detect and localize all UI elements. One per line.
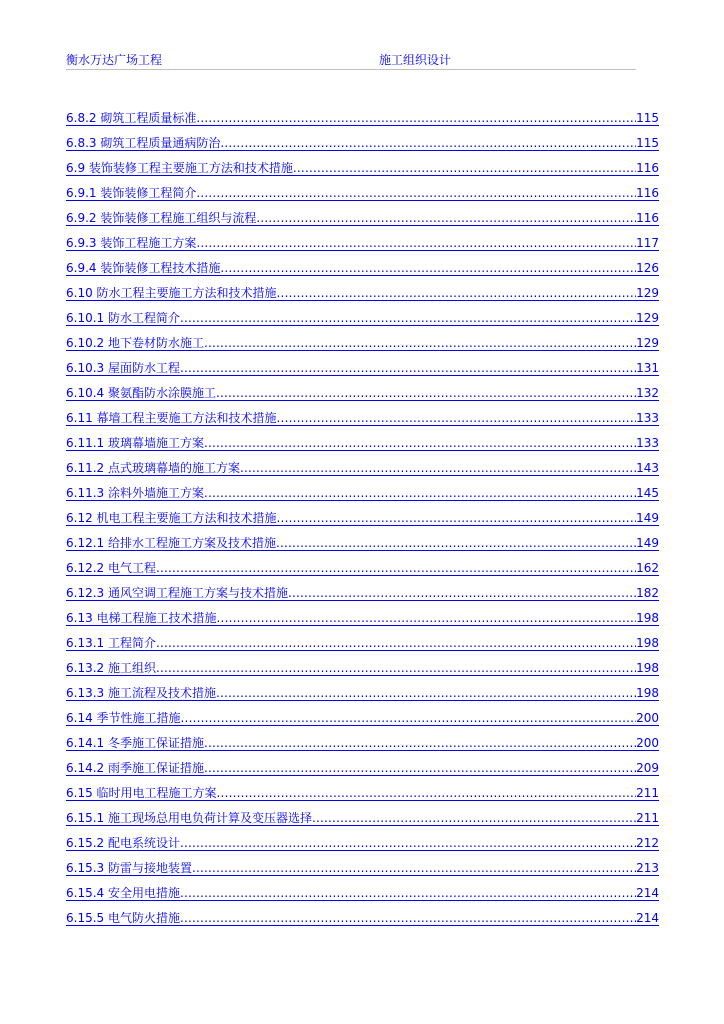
toc-dot-leader bbox=[196, 186, 636, 201]
toc-entry[interactable] bbox=[66, 361, 659, 386]
page-header bbox=[66, 53, 636, 70]
toc-entry-page-number[interactable]: 129 bbox=[636, 311, 659, 325]
toc-entry[interactable] bbox=[66, 886, 659, 911]
toc-entry-page-number[interactable]: 162 bbox=[636, 561, 659, 575]
toc-entry-title[interactable]: 6.9.3 装饰工程施工方案 bbox=[66, 236, 197, 250]
toc-entry-page-number[interactable]: 115 bbox=[636, 111, 659, 125]
toc-entry[interactable] bbox=[66, 861, 659, 886]
toc-entry[interactable] bbox=[66, 511, 659, 536]
toc-dot-leader bbox=[156, 636, 636, 651]
toc-entry-title[interactable]: 6.9.4 装饰装修工程技术措施 bbox=[66, 261, 221, 275]
toc-entry-page-number[interactable]: 133 bbox=[636, 411, 659, 425]
toc-dot-leader bbox=[204, 336, 636, 351]
toc-entry-page-number[interactable]: 200 bbox=[636, 736, 659, 750]
toc-dot-leader bbox=[204, 486, 636, 501]
toc-entry[interactable] bbox=[66, 786, 659, 811]
toc-entry-title[interactable]: 6.11.1 玻璃幕墙施工方案 bbox=[66, 436, 204, 450]
toc-entry-page-number[interactable]: 115 bbox=[636, 136, 659, 150]
toc-entry[interactable] bbox=[66, 186, 659, 211]
toc-dot-leader bbox=[180, 311, 636, 326]
toc-entry-title[interactable]: 6.9.1 装饰装修工程简介 bbox=[66, 186, 197, 200]
toc-entry[interactable] bbox=[66, 136, 659, 161]
toc-dot-leader bbox=[204, 736, 636, 751]
toc-entry-title[interactable]: 6.10.3 屋面防水工程 bbox=[66, 361, 180, 375]
toc-dot-leader bbox=[196, 111, 636, 126]
toc-entry-title[interactable]: 6.15.2 配电系统设计 bbox=[66, 836, 180, 850]
toc-entry-title[interactable]: 6.10.1 防水工程简介 bbox=[66, 311, 180, 325]
toc-entry[interactable] bbox=[66, 611, 659, 636]
project-name: 衡水万达广场工程 bbox=[66, 53, 163, 67]
toc-entry-page-number[interactable]: 211 bbox=[636, 786, 659, 800]
toc-entry-page-number[interactable]: 149 bbox=[636, 536, 659, 550]
toc-entry[interactable] bbox=[66, 561, 659, 586]
toc-entry[interactable] bbox=[66, 386, 659, 411]
toc-dot-leader bbox=[216, 386, 636, 401]
toc-dot-leader bbox=[312, 811, 636, 826]
toc-dot-leader bbox=[196, 236, 636, 251]
toc-entry-title[interactable]: 6.12.3 通风空调工程施工方案与技术措施 bbox=[66, 586, 288, 600]
toc-entry[interactable] bbox=[66, 911, 659, 936]
toc-entry-title[interactable]: 6.9 装饰装修工程主要施工方法和技术措施 bbox=[66, 161, 293, 175]
toc-entry-title[interactable]: 6.12.1 给排水工程施工方案及技术措施 bbox=[66, 536, 276, 550]
toc-entry-page-number[interactable]: 200 bbox=[636, 711, 659, 725]
toc-dot-leader bbox=[204, 761, 636, 776]
toc-entry-page-number[interactable]: 126 bbox=[636, 261, 659, 275]
toc-dot-leader bbox=[220, 261, 636, 276]
toc-entry-title[interactable]: 6.13.2 施工组织 bbox=[66, 661, 156, 675]
toc-entry-title[interactable]: 6.10.2 地下卷材防水施工 bbox=[66, 336, 204, 350]
toc-entry[interactable] bbox=[66, 286, 659, 311]
toc-entry-title[interactable]: 6.8.3 砌筑工程质量通病防治 bbox=[66, 136, 221, 150]
toc-entry-page-number[interactable]: 214 bbox=[636, 886, 659, 900]
toc-entry[interactable] bbox=[66, 536, 659, 561]
toc-entry-page-number[interactable]: 198 bbox=[636, 661, 659, 675]
toc-entry-page-number[interactable]: 129 bbox=[636, 286, 659, 300]
toc-entry-page-number[interactable]: 133 bbox=[636, 436, 659, 450]
toc-entry-page-number[interactable]: 212 bbox=[636, 836, 659, 850]
toc-entry[interactable] bbox=[66, 336, 659, 361]
toc-entry-page-number[interactable]: 131 bbox=[636, 361, 659, 375]
toc-entry[interactable] bbox=[66, 111, 659, 136]
toc-entry[interactable] bbox=[66, 436, 659, 461]
toc-entry[interactable] bbox=[66, 236, 659, 261]
toc-entry-title[interactable]: 6.15.1 施工现场总用电负荷计算及变压器选择 bbox=[66, 811, 312, 825]
toc-dot-leader bbox=[156, 661, 636, 676]
toc-dot-leader bbox=[180, 911, 636, 926]
toc-dot-leader bbox=[217, 611, 637, 626]
toc-entry-title[interactable]: 6.15.4 安全用电措施 bbox=[66, 886, 180, 900]
toc-entry-title[interactable]: 6.14.1 冬季施工保证措施 bbox=[66, 736, 204, 750]
toc-dot-leader bbox=[277, 286, 637, 301]
toc-entry[interactable] bbox=[66, 161, 659, 186]
toc-entry-title[interactable]: 6.13.1 工程简介 bbox=[66, 636, 156, 650]
toc-entry-page-number[interactable]: 143 bbox=[636, 461, 659, 475]
toc-entry-title[interactable]: 6.11.2 点式玻璃幕墙的施工方案 bbox=[66, 461, 240, 475]
document-title: 施工组织设计 bbox=[379, 53, 452, 67]
toc-dot-leader bbox=[204, 436, 636, 451]
toc-entry[interactable] bbox=[66, 686, 659, 711]
toc-dot-leader bbox=[293, 161, 636, 176]
toc-entry[interactable] bbox=[66, 311, 659, 336]
toc-entry-page-number[interactable]: 149 bbox=[636, 511, 659, 525]
toc-entry[interactable] bbox=[66, 261, 659, 286]
toc-entry[interactable] bbox=[66, 411, 659, 436]
toc-entry-title[interactable]: 6.10.4 聚氨酯防水涂膜施工 bbox=[66, 386, 216, 400]
toc-dot-leader bbox=[217, 786, 637, 801]
toc-entry-page-number[interactable]: 116 bbox=[636, 211, 659, 225]
toc-dot-leader bbox=[277, 411, 637, 426]
toc-entry-page-number[interactable]: 132 bbox=[636, 386, 659, 400]
toc-entry-title[interactable]: 6.10 防水工程主要施工方法和技术措施 bbox=[66, 286, 277, 300]
toc-entry-title[interactable]: 6.12.2 电气工程 bbox=[66, 561, 156, 575]
toc-entry-page-number[interactable]: 198 bbox=[636, 636, 659, 650]
toc-entry-page-number[interactable]: 116 bbox=[636, 161, 659, 175]
toc-entry-page-number[interactable]: 117 bbox=[636, 236, 659, 250]
toc-entry-page-number[interactable]: 145 bbox=[636, 486, 659, 500]
table-of-contents bbox=[66, 111, 659, 936]
toc-dot-leader bbox=[277, 511, 637, 526]
toc-entry-page-number[interactable]: 129 bbox=[636, 336, 659, 350]
toc-entry[interactable] bbox=[66, 736, 659, 761]
toc-entry-page-number[interactable]: 209 bbox=[636, 761, 659, 775]
toc-entry[interactable] bbox=[66, 636, 659, 661]
toc-entry[interactable] bbox=[66, 486, 659, 511]
toc-entry[interactable] bbox=[66, 711, 659, 736]
toc-entry-page-number[interactable]: 198 bbox=[636, 686, 659, 700]
toc-entry-title[interactable]: 6.8.2 砌筑工程质量标准 bbox=[66, 111, 197, 125]
toc-dot-leader bbox=[180, 361, 636, 376]
toc-entry-title[interactable]: 6.13.3 施工流程及技术措施 bbox=[66, 686, 216, 700]
toc-dot-leader bbox=[288, 586, 636, 601]
toc-dot-leader bbox=[240, 461, 636, 476]
toc-dot-leader bbox=[181, 711, 637, 726]
toc-entry-page-number[interactable]: 116 bbox=[636, 186, 659, 200]
toc-entry[interactable] bbox=[66, 461, 659, 486]
toc-entry-title[interactable]: 6.15 临时用电工程施工方案 bbox=[66, 786, 217, 800]
toc-dot-leader bbox=[180, 836, 636, 851]
toc-dot-leader bbox=[192, 861, 636, 876]
toc-entry[interactable] bbox=[66, 211, 659, 236]
toc-entry[interactable] bbox=[66, 836, 659, 861]
toc-dot-leader bbox=[276, 536, 636, 551]
toc-entry-title[interactable]: 6.11 幕墙工程主要施工方法和技术措施 bbox=[66, 411, 277, 425]
toc-entry[interactable] bbox=[66, 761, 659, 786]
toc-dot-leader bbox=[256, 211, 636, 226]
toc-dot-leader bbox=[216, 686, 636, 701]
toc-entry[interactable] bbox=[66, 661, 659, 686]
toc-entry[interactable] bbox=[66, 811, 659, 836]
toc-entry-page-number[interactable]: 211 bbox=[636, 811, 659, 825]
toc-dot-leader bbox=[180, 886, 636, 901]
toc-entry-title[interactable]: 6.15.5 电气防火措施 bbox=[66, 911, 180, 925]
toc-entry-title[interactable]: 6.13 电梯工程施工技术措施 bbox=[66, 611, 217, 625]
toc-entry-title[interactable]: 6.14 季节性施工措施 bbox=[66, 711, 181, 725]
toc-dot-leader bbox=[156, 561, 636, 576]
toc-entry-title[interactable]: 6.14.2 雨季施工保证措施 bbox=[66, 761, 204, 775]
toc-entry-title[interactable]: 6.9.2 装饰装修工程施工组织与流程 bbox=[66, 211, 257, 225]
toc-entry-page-number[interactable]: 182 bbox=[636, 586, 659, 600]
toc-entry-page-number[interactable]: 213 bbox=[636, 861, 659, 875]
toc-entry-title[interactable]: 6.11.3 涂料外墙施工方案 bbox=[66, 486, 204, 500]
toc-dot-leader bbox=[220, 136, 636, 151]
toc-entry-page-number[interactable]: 198 bbox=[636, 611, 659, 625]
toc-entry-title[interactable]: 6.12 机电工程主要施工方法和技术措施 bbox=[66, 511, 277, 525]
toc-entry[interactable] bbox=[66, 586, 659, 611]
toc-entry-title[interactable]: 6.15.3 防雷与接地装置 bbox=[66, 861, 192, 875]
toc-entry-page-number[interactable]: 214 bbox=[636, 911, 659, 925]
